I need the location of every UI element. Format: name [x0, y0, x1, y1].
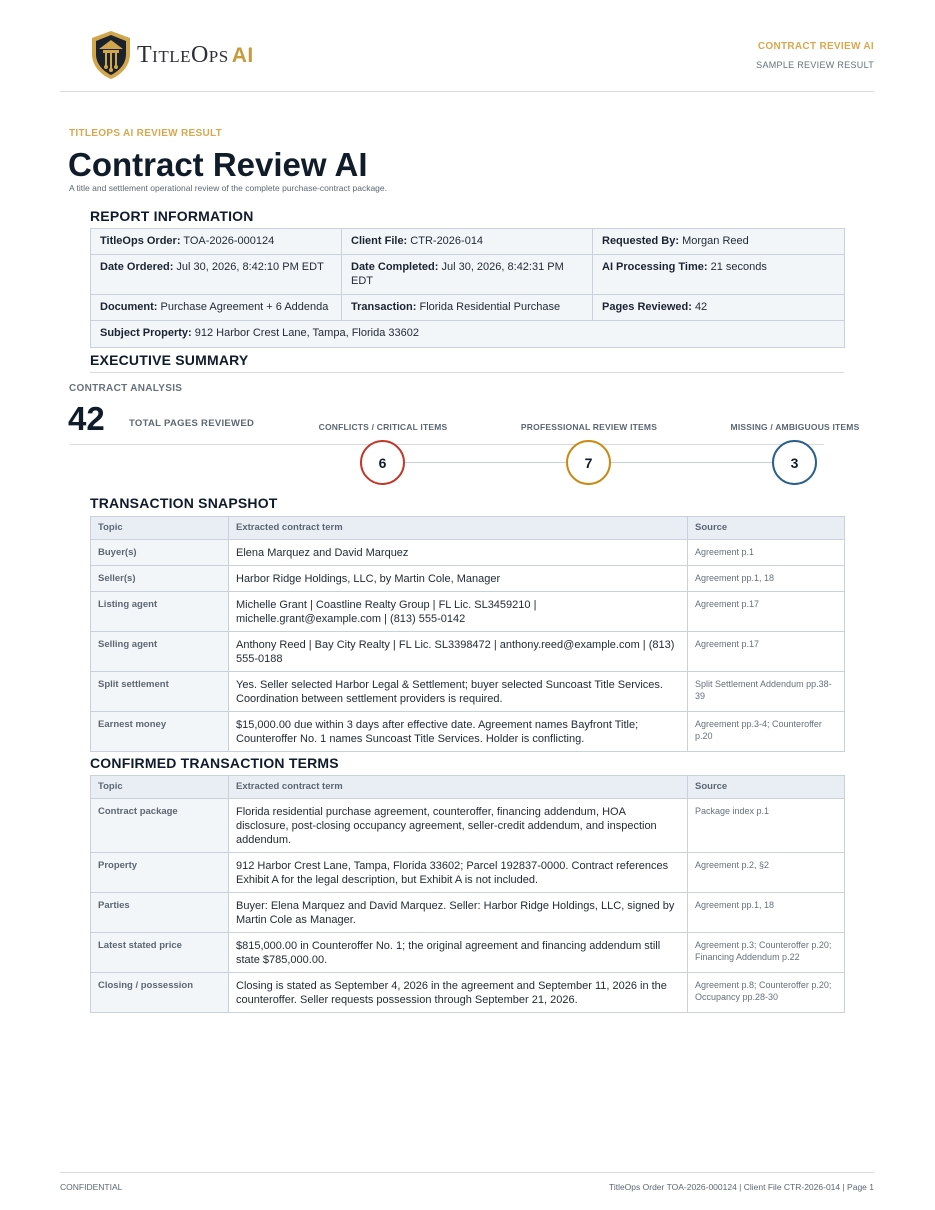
column-header-topic: Topic	[91, 517, 229, 540]
requested-by-label: Requested By:	[602, 235, 680, 247]
report-information-heading: REPORT INFORMATION	[90, 208, 254, 224]
row-term: $15,000.00 due within 3 days after effective date. Agreement names Bayfront Title; Counteroffer No. 1 names Suncoast Title Services. Holder is conflicting.	[229, 712, 688, 752]
row-topic: Split settlement	[91, 672, 229, 712]
logo-brand-name: TitleOps	[137, 41, 229, 68]
total-pages-value: 42	[68, 400, 105, 437]
date-completed-value: Jul 30, 2026, 8:42:31 PM EDT	[351, 261, 564, 287]
row-term: 912 Harbor Crest Lane, Tampa, Florida 33602; Parcel 192837-0000. Contract references Exhibit A for the legal description, but Exhibit A is not included.	[229, 853, 688, 893]
footer-page-info: TitleOps Order TOA-2026-000124 | Client File CTR-2026-014 | Page 1	[608, 1182, 874, 1192]
row-topic: Buyer(s)	[91, 540, 229, 566]
date-completed-label: Date Completed:	[351, 261, 439, 273]
missing-ambiguous-count-circle: 3	[772, 440, 817, 485]
row-source: Agreement p.1	[688, 540, 845, 566]
row-source: Agreement pp.1, 18	[688, 566, 845, 592]
row-term: Elena Marquez and David Marquez	[229, 540, 688, 566]
row-topic: Selling agent	[91, 632, 229, 672]
table-row	[91, 933, 845, 973]
confirmed-terms-heading: CONFIRMED TRANSACTION TERMS	[90, 755, 339, 771]
subject-property-value: 912 Harbor Crest Lane, Tampa, Florida 33602	[194, 327, 419, 339]
client-file-value: CTR-2026-014	[410, 235, 484, 247]
professional-review-count-circle: 7	[566, 440, 611, 485]
total-pages-label: TOTAL PAGES REVIEWED	[129, 418, 255, 429]
table-row	[91, 540, 845, 566]
column-header-source: Source	[688, 776, 845, 799]
pages-reviewed-label: Pages Reviewed:	[602, 301, 692, 313]
row-source: Agreement p.17	[688, 632, 845, 672]
confirmed-table-body	[91, 799, 845, 1013]
row-source: Agreement pp.1, 18	[688, 893, 845, 933]
row-topic: Parties	[91, 893, 229, 933]
metric-connector-1	[405, 462, 567, 463]
report-information-table	[90, 228, 845, 348]
ai-time-label: AI Processing Time:	[602, 261, 708, 273]
document-label: Document:	[100, 301, 158, 313]
transaction-snapshot-table	[90, 516, 845, 752]
document-value: Purchase Agreement + 6 Addenda	[160, 301, 329, 313]
shield-logo-icon	[90, 30, 132, 80]
table-row	[91, 672, 845, 712]
subject-property-cell	[91, 321, 845, 348]
logo-wordmark	[137, 42, 254, 69]
ai-time-value: 21 seconds	[710, 261, 767, 273]
row-topic: Closing / possession	[91, 973, 229, 1013]
requested-by-value: Morgan Reed	[682, 235, 749, 247]
pages-reviewed-value: 42	[694, 301, 708, 313]
metric-connector-2	[611, 462, 773, 463]
row-term: Anthony Reed | Bay City Realty | FL Lic. SL3398472 | anthony.reed@example.com | (813) 555-0188	[229, 632, 688, 672]
transaction-cell	[342, 295, 593, 321]
client-file-label: Client File:	[351, 235, 408, 247]
table-row	[91, 566, 845, 592]
order-label: TitleOps Order:	[100, 235, 181, 247]
table-row	[91, 632, 845, 672]
row-source: Agreement pp.3-4; Counteroffer p.20	[688, 712, 845, 752]
page-header	[60, 0, 874, 92]
column-header-source: Source	[688, 517, 845, 540]
row-source: Agreement p.8; Counteroffer p.20; Occupancy pp.28-30	[688, 973, 845, 1013]
executive-summary-divider	[90, 372, 844, 373]
transaction-value: Florida Residential Purchase	[419, 301, 561, 313]
pages-reviewed-cell	[593, 295, 845, 321]
row-topic: Contract package	[91, 799, 229, 853]
row-source: Split Settlement Addendum pp.38-39	[688, 672, 845, 712]
document-cell	[91, 295, 342, 321]
logo-brand-suffix: AI	[231, 43, 254, 67]
header-right	[756, 41, 874, 70]
row-term: Closing is stated as September 4, 2026 in the agreement and September 11, 2026 in the counteroffer. Seller requests possession through September 21, 2026.	[229, 973, 688, 1013]
client-file-cell	[342, 229, 593, 255]
table-row	[91, 853, 845, 893]
table-row	[91, 712, 845, 752]
date-ordered-label: Date Ordered:	[100, 261, 174, 273]
date-completed-cell	[342, 255, 593, 295]
header-product-title: CONTRACT REVIEW AI	[757, 41, 874, 52]
transaction-label: Transaction:	[351, 301, 417, 313]
column-header-term: Extracted contract term	[229, 776, 688, 799]
subject-property-label: Subject Property:	[100, 327, 192, 339]
eyebrow-label: TITLEOPS AI REVIEW RESULT	[69, 128, 223, 139]
order-value: TOA-2026-000124	[183, 235, 275, 247]
row-source: Agreement p.17	[688, 592, 845, 632]
ai-time-cell	[593, 255, 845, 295]
row-term: Buyer: Elena Marquez and David Marquez. Seller: Harbor Ridge Holdings, LLC, signed by Martin Cole as Manager.	[229, 893, 688, 933]
table-row	[91, 592, 845, 632]
table-row	[91, 973, 845, 1013]
conflicts-metric-label: CONFLICTS / CRITICAL ITEMS	[318, 422, 448, 432]
row-topic: Earnest money	[91, 712, 229, 752]
executive-summary-heading: EXECUTIVE SUMMARY	[90, 352, 249, 368]
row-topic: Latest stated price	[91, 933, 229, 973]
metrics-divider	[70, 444, 824, 445]
date-ordered-value: Jul 30, 2026, 8:42:10 PM EDT	[176, 261, 324, 273]
row-topic: Listing agent	[91, 592, 229, 632]
header-subtitle: SAMPLE REVIEW RESULT	[756, 60, 874, 70]
page-subtitle: A title and settlement operational review of the complete purchase-contract package.	[69, 183, 387, 193]
row-term: Michelle Grant | Coastline Realty Group | FL Lic. SL3459210 | michelle.grant@example.com | (813) 555-0142	[229, 592, 688, 632]
requested-by-cell	[593, 229, 845, 255]
transaction-snapshot-heading: TRANSACTION SNAPSHOT	[90, 495, 278, 511]
column-header-topic: Topic	[91, 776, 229, 799]
footer-confidential: CONFIDENTIAL	[60, 1182, 123, 1192]
conflicts-count-circle: 6	[360, 440, 405, 485]
contract-analysis-label: CONTRACT ANALYSIS	[69, 383, 183, 394]
table-row	[91, 893, 845, 933]
date-ordered-cell	[91, 255, 342, 295]
row-source: Agreement p.3; Counteroffer p.20; Financing Addendum p.22	[688, 933, 845, 973]
row-source: Package index p.1	[688, 799, 845, 853]
row-term: Florida residential purchase agreement, counteroffer, financing addendum, HOA disclosure, post-closing occupancy agreement, seller-credit addendum, and inspection addendum.	[229, 799, 688, 853]
column-header-term: Extracted contract term	[229, 517, 688, 540]
row-term: Yes. Seller selected Harbor Legal & Settlement; buyer selected Suncoast Title Services. Coordination between settlement providers is required.	[229, 672, 688, 712]
page-title: Contract Review AI	[68, 146, 368, 183]
row-topic: Property	[91, 853, 229, 893]
row-term: Harbor Ridge Holdings, LLC, by Martin Cole, Manager	[229, 566, 688, 592]
professional-review-metric-label: PROFESSIONAL REVIEW ITEMS	[520, 422, 658, 432]
row-term: $815,000.00 in Counteroffer No. 1; the original agreement and financing addendum still state $785,000.00.	[229, 933, 688, 973]
snapshot-table-body	[91, 540, 845, 752]
order-cell	[91, 229, 342, 255]
missing-ambiguous-metric-label: MISSING / AMBIGUOUS ITEMS	[730, 422, 860, 432]
table-row	[91, 799, 845, 853]
titleops-logo	[90, 30, 254, 80]
confirmed-terms-table	[90, 775, 845, 1013]
footer-divider	[60, 1172, 874, 1173]
row-topic: Seller(s)	[91, 566, 229, 592]
row-source: Agreement p.2, §2	[688, 853, 845, 893]
